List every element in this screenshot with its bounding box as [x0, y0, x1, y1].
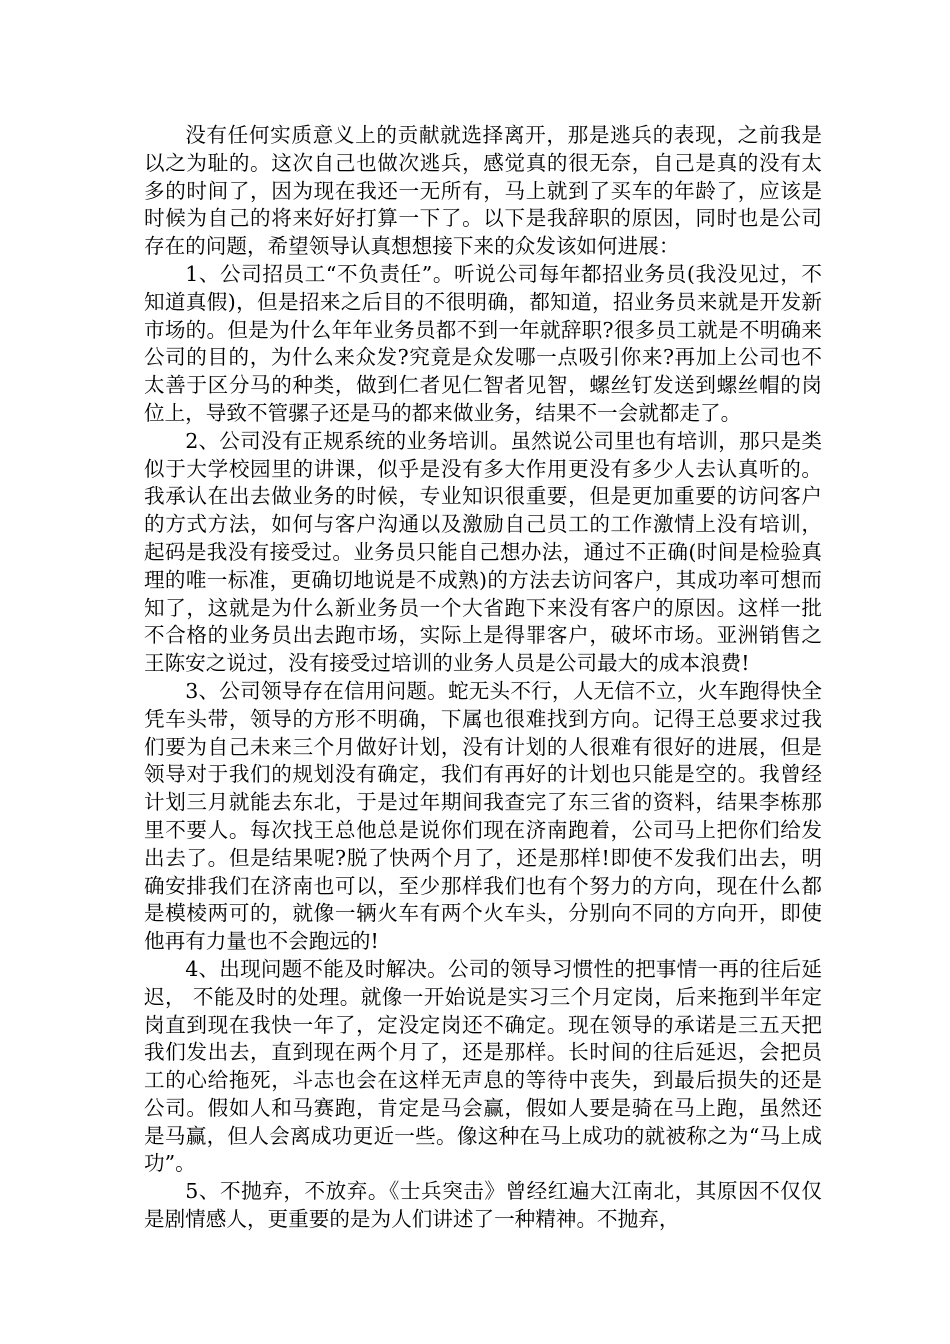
reason-4-paragraph: 4、出现问题不能及时解决。公司的领导习惯性的把事情一再的往后延迟， 不能及时的处理。就像一开始说是实习三个月定岗，后来拖到半年定岗直到现在我快一年了，定没定岗还不确定。现在领导的承诺是三五天把我们发出去，直到现在两个月了，还是那样。长时间的往后延迟，会把员工的心给拖死，斗志也会在这样无声息的等待中丧失，到最后损失的还是公司。假如人和马赛跑，肯定是马会赢，假如人要是骑在马上跑，虽然还是马赢，但人会离成功更近一些。像这种在马上成功的就被称之为“马上成功”。: [144, 956, 822, 1176]
intro-paragraph: 没有任何实质意义上的贡献就选择离开，那是逃兵的表现，之前我是以之为耻的。这次自己也做次逃兵，感觉真的很无奈，自己是真的没有太多的时间了，因为现在我还一无所有，马上就到了买车的年龄了，应该是时候为自己的将来好好打算一下了。以下是我辞职的原因，同时也是公司存在的问题，希望领导认真想想接下来的众发该如何进展：: [144, 123, 822, 259]
reason-1-paragraph: 1、公司招员工“不负责任”。听说公司每年都招业务员(我没见过，不知道真假)，但是招来之后目的不很明确，都知道，招业务员来就是开发新市场的。但是为什么年年业务员都不到一年就辞职?很多员工就是不明确来公司的目的，为什么来众发?究竟是众发哪一点吸引你来?再加上公司也不太善于区分马的种类，做到仁者见仁智者见智，螺丝钉发送到螺丝帽的岗位上，导致不管骡子还是马的都来做业务，结果不一会就都走了。: [144, 261, 822, 425]
reason-3-paragraph: 3、公司领导存在信用问题。蛇无头不行，人无信不立，火车跑得快全凭车头带，领导的方形不明确，下属也很难找到方向。记得王总要求过我们要为自己未来三个月做好计划，没有计划的人很难有很好的进展，但是领导对于我们的规划没有确定，我们有再好的计划也只能是空的。我曾经计划三月就能去东北，于是过年期间我查完了东三省的资料，结果李栋那里不要人。每次找王总他总是说你们现在济南跑着，公司马上把你们给发出去了。但是结果呢?脱了快两个月了，还是那样!即使不发我们出去，明确安排我们在济南也可以，至少那样我们也有个努力的方向，现在什么都是模棱两可的，就像一辆火车有两个火车头，分别向不同的方向开，即使他再有力量也不会跑远的!: [144, 678, 822, 954]
reason-5-paragraph: 5、不抛弃，不放弃。《士兵突击》曾经红遍大江南北，其原因不仅仅是剧情感人，更重要的是为人们讲述了一种精神。不抛弃，: [144, 1179, 822, 1232]
reason-2-paragraph: 2、公司没有正规系统的业务培训。虽然说公司里也有培训，那只是类似于大学校园里的讲课，似乎是没有多大作用更没有多少人去认真听的。我承认在出去做业务的时候，专业知识很重要，但是更加重要的访问客户的方式方法，如何与客户沟通以及激励自己员工的工作激情上没有培训，起码是我没有接受过。业务员只能自己想办法，通过不正确(时间是检验真理的唯一标准，更确切地说是不成熟)的方法去访问客户，其成功率可想而知了，这就是为什么新业务员一个大省跑下来没有客户的原因。这样一批不合格的业务员出去跑市场，实际上是得罪客户，破坏市场。亚洲销售之王陈安之说过，没有接受过培训的业务人员是公司最大的成本浪费!: [144, 428, 822, 676]
